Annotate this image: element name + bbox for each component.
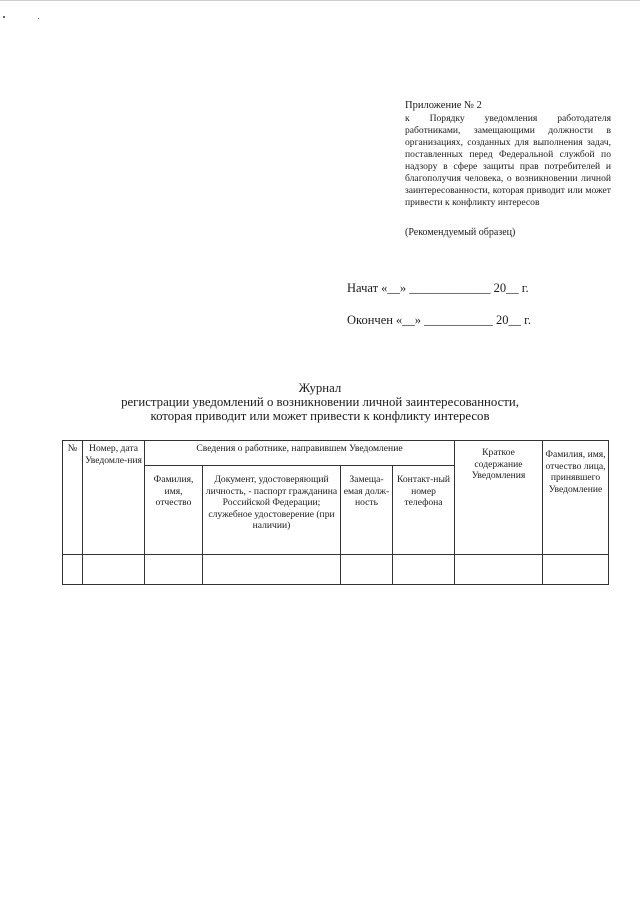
ended-date-line: Окончен «__» ___________ 20__ г. (347, 313, 532, 327)
table-cell (203, 555, 341, 585)
started-date-line: Начат «__» _____________ 20__ г. (347, 281, 529, 295)
journal-title-line-1: Журнал (298, 381, 342, 395)
table-cell (83, 555, 145, 585)
header-no: № (63, 441, 83, 555)
journal-title-line-3: которая приводит или может привести к конфликту интересов (150, 409, 490, 423)
scan-speck (3, 16, 5, 18)
registration-table (62, 440, 609, 585)
table-row (63, 555, 609, 585)
header-number-date: Номер, дата Уведомле-ния (83, 441, 145, 555)
header-receiver: Фамилия, имя, отчество лица, принявшего Уведомление (543, 441, 609, 555)
table-cell (455, 555, 543, 585)
journal-title-line-2: регистрации уведомлений о возникновении личной заинтересованности, (121, 395, 519, 409)
table-cell (145, 555, 203, 585)
header-employee-info: Сведения о работнике, направившем Уведомление (145, 441, 455, 466)
table-cell (341, 555, 393, 585)
appendix-text: к Порядку уведомления работодателя работниками, замещающими должности в организациях, созданных для выполнения задач, поставленных перед Федеральной службой по надзору в сфере защиты прав потребителей и благополучия человека, о возникновении личной заинтересованности, которая приводит или может привести к конфликту интересов (405, 113, 611, 208)
journal-dates (347, 281, 531, 327)
table-cell (63, 555, 83, 585)
appendix-block (405, 100, 611, 239)
header-document: Документ, удостоверяющий личность, - паспорт гражданина Российской Федерации; служебное удостоверение (при наличии) (203, 466, 341, 555)
header-position: Замеща-емая долж-ность (341, 466, 393, 555)
scan-speck (38, 18, 39, 19)
recommended-sample-note: (Рекомендуемый образец) (405, 227, 516, 238)
header-phone: Контакт-ный номер телефона (393, 466, 455, 555)
header-summary: Краткое содержание Уведомления (455, 441, 543, 555)
journal-title (0, 381, 640, 423)
scan-top-edge (0, 0, 640, 1)
appendix-title: Приложение № 2 (405, 100, 482, 111)
table-cell (543, 555, 609, 585)
header-fullname: Фамилия, имя, отчество (145, 466, 203, 555)
table-cell (393, 555, 455, 585)
